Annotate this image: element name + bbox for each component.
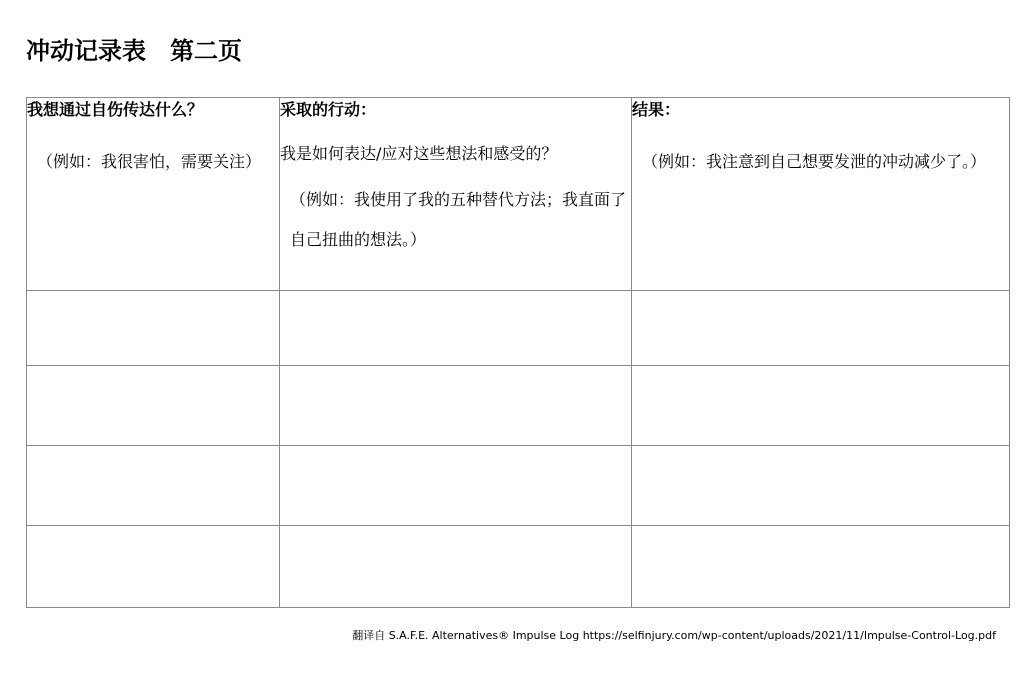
table-row [27, 366, 1010, 446]
entry-cell-communicate[interactable] [27, 446, 280, 526]
entry-cell-result[interactable] [632, 366, 1010, 446]
table-row [27, 526, 1010, 608]
header-example-result: （例如：我注意到自己想要发泄的冲动减少了。） [642, 152, 987, 171]
table-row [27, 446, 1010, 526]
entry-cell-communicate[interactable] [27, 526, 280, 608]
entry-cell-result[interactable] [632, 446, 1010, 526]
source-attribution: 翻译自 S.A.F.E. Alternatives® Impulse Log https://selfinjury.com/wp-content/uploads/2021/11/Impulse-Control-Log.pdf [352, 629, 996, 642]
header-example-communicate: （例如：我很害怕，需要关注） [37, 152, 262, 171]
table-row [27, 291, 1010, 366]
entry-cell-action[interactable] [280, 366, 632, 446]
header-question-action: 我是如何表达/应对这些想法和感受的？ [280, 144, 558, 163]
entry-cell-communicate[interactable] [27, 366, 280, 446]
table-header-row [27, 98, 1010, 291]
entry-cell-action[interactable] [280, 526, 632, 608]
entry-cell-communicate[interactable] [27, 291, 280, 366]
header-cell-communicate [27, 98, 280, 291]
entry-cell-action[interactable] [280, 291, 632, 366]
entry-cell-result[interactable] [632, 526, 1010, 608]
header-cell-result [632, 98, 1010, 291]
impulse-log-table [26, 97, 1010, 608]
header-label-communicate: 我想通过自伤传达什么？ [27, 100, 204, 119]
header-example-action: （例如：我使用了我的五种替代方法；我直面了自己扭曲的想法。） [290, 190, 627, 249]
entry-cell-result[interactable] [632, 291, 1010, 366]
page-title: 冲动记录表 第二页 [26, 37, 242, 65]
header-label-action: 采取的行动： [280, 100, 377, 119]
header-label-result: 结果： [632, 100, 681, 119]
entry-cell-action[interactable] [280, 446, 632, 526]
header-cell-action [280, 98, 632, 291]
